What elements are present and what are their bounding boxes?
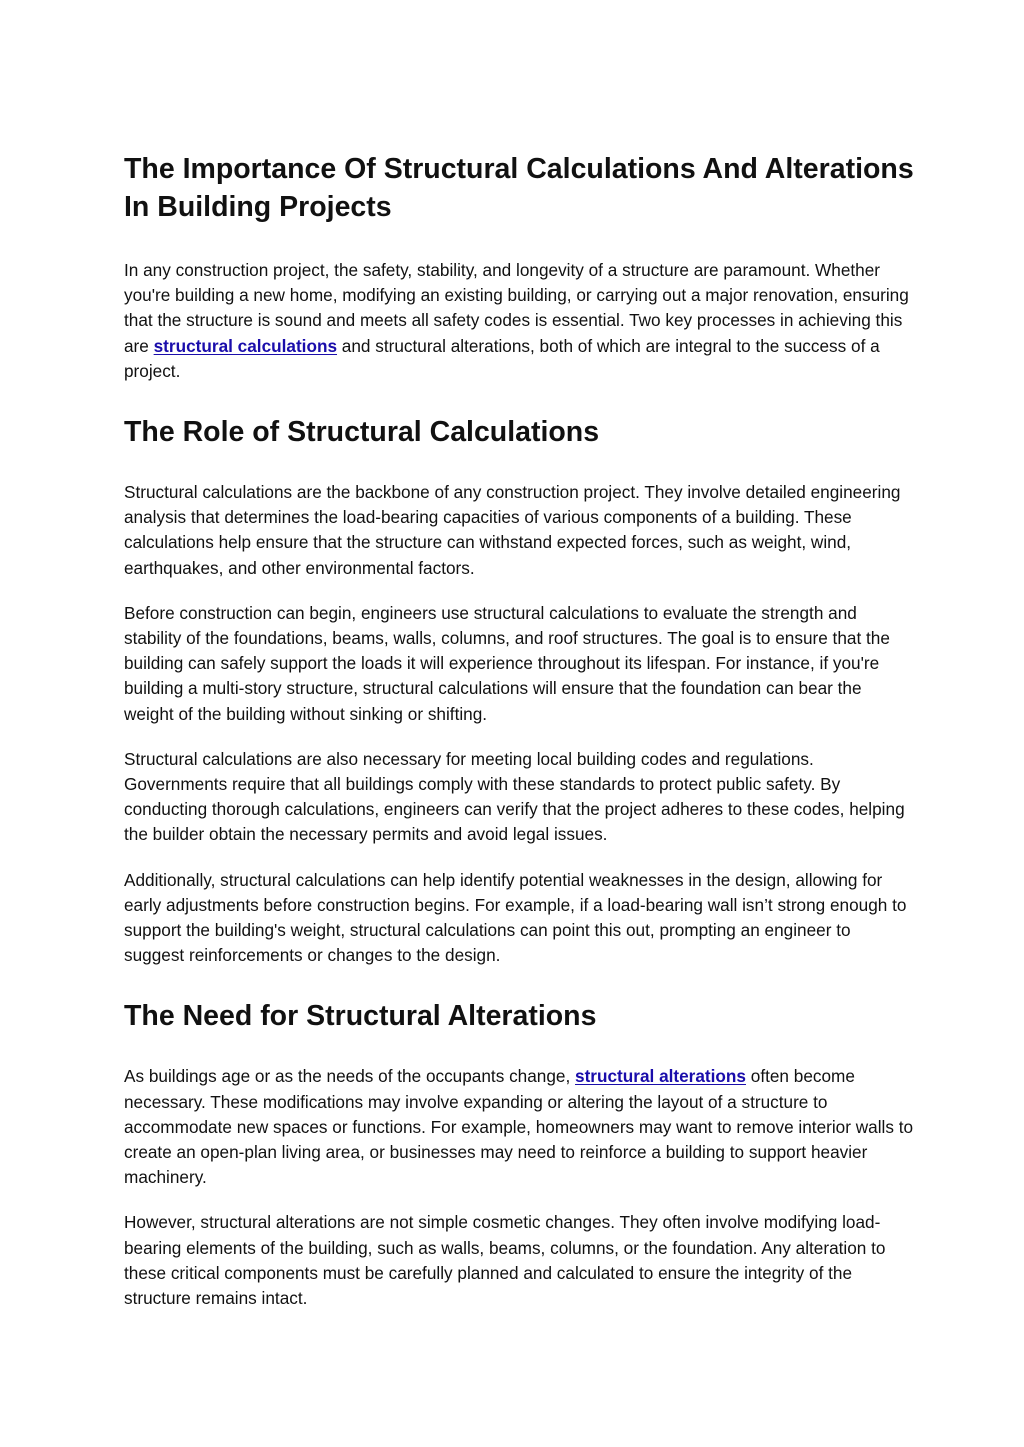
alterations-paragraph-1	[124, 1064, 914, 1190]
intro-paragraph	[124, 258, 914, 384]
structural-alterations-link[interactable]: structural alterations	[575, 1066, 746, 1087]
page-title: The Importance Of Structural Calculations And Alterations In Building Projects	[124, 153, 914, 223]
section-heading-role: The Role of Structural Calculations	[124, 416, 600, 449]
alterations-paragraph-2: However, structural alterations are not simple cosmetic changes. They often involve modifying load-bearing elements of the building, such as walls, beams, columns, or the foundation. Any alteration to these critical components must be carefully planned and calculated to ensure the integrity of the structure remains intact.	[124, 1212, 886, 1309]
alterations-text-before-link: As buildings age or as the needs of the occupants change,	[124, 1066, 576, 1087]
section-heading-alterations: The Need for Structural Alterations	[124, 1000, 597, 1033]
role-paragraph-3: Structural calculations are also necessary for meeting local building codes and regulations. Governments require that all buildings comply with these standards to protect public safety. By conducting thorough calculations, engineers can verify that the project adheres to these codes, helping the builder obtain the necessary permits and avoid legal issues.	[124, 748, 905, 845]
alterations-text-after-link: often become necessary. These modifications may involve expanding or altering the layout of a structure to accommodate new spaces or functions. For example, homeowners may want to remove interior walls to create an open-plan living area, or businesses may need to reinforce a building to support heavier machinery.	[124, 1066, 914, 1188]
structural-calculations-link[interactable]: structural calculations	[153, 335, 338, 356]
role-paragraph-4: Additionally, structural calculations can help identify potential weaknesses in the design, allowing for early adjustments before construction begins. For example, if a load-bearing wall isn’t strong enough to support the building's weight, structural calculations can point this out, prompting an engineer to suggest reinforcements or changes to the design.	[124, 869, 907, 966]
document-page	[124, 150, 914, 1331]
role-paragraph-1: Structural calculations are the backbone of any construction project. They involve detailed engineering analysis that determines the load-bearing capacities of various components of a building. These calculations help ensure that the structure can withstand expected forces, such as weight, wind, earthquakes, and other environmental factors.	[124, 482, 901, 578]
intro-text-after-link: and structural alterations, both of which are integral to the success of a project.	[124, 335, 880, 381]
role-paragraph-2: Before construction can begin, engineers use structural calculations to evaluate the strength and stability of the foundations, beams, walls, columns, and roof structures. The goal is to ensure that the building can safely support the loads it will experience throughout its lifespan. For instance, if you're building a multi-story structure, structural calculations will ensure that the foundation can bear the weight of the building without sinking or shifting.	[124, 602, 890, 724]
intro-text-before-link: In any construction project, the safety, stability, and longevity of a structure are paramount. Whether you're building a new home, modifying an existing building, or carrying out a major renovation, ensuring that the structure is sound and meets all safety codes is essential. Two key processes in achieving this are	[124, 260, 909, 356]
